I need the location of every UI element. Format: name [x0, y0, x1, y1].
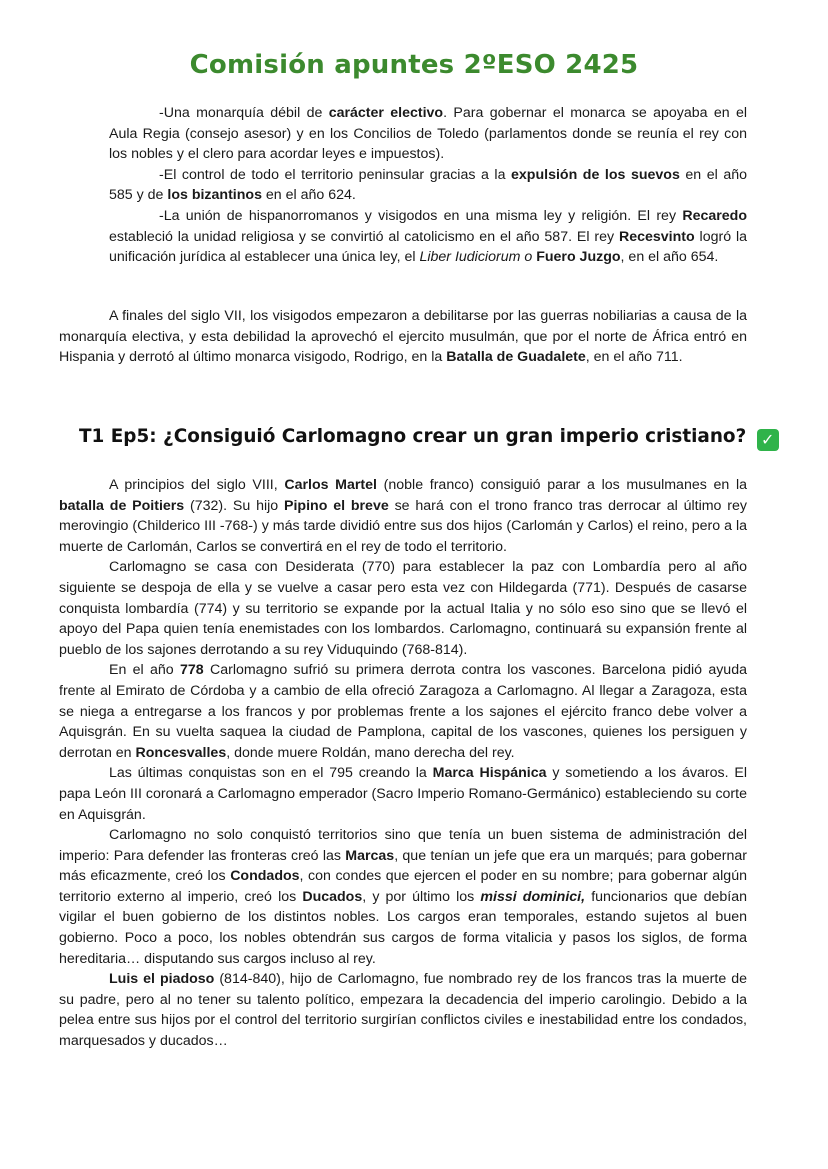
intro-closing-block [59, 306, 747, 368]
intro-paragraph-2: -El control de todo el territorio peninsular gracias a la expulsión de los suevos en el año 585 y de los bizantinos en el año 624. [109, 166, 748, 204]
body-paragraph-2: Carlomagno se casa con Desiderata (770) para establecer la paz con Lombardía pero al año siguiente se despoja de ella y se vuelve a casar pero esta vez con Hildegarda (771). Después de casarse conquista lombardía (774) y su territorio se expande por la actual Italia y no sólo eso sino que se llevó el apoyo del Papa quien tenía enemistades con los lombardos. Carlomagno, continuará su expansión frente al pueblo de los sajones derrotando a su rey Viduquindo (768-814). [59, 559, 747, 658]
check-mark-icon: ✓ [757, 429, 779, 451]
body-paragraph-6: Luis el piadoso (814-840), hijo de Carlomagno, fue nombrado rey de los francos tras la muerte de su padre, pero al no tener su talento político, empezara la decadencia del imperio carolingio. Debido a la pelea entre sus hijos por el control del territorio surgirían conflictos civiles e inestabilidad entre los condados, marquesados y ducados… [59, 971, 747, 1050]
body-paragraph-4: Las últimas conquistas son en el 795 creando la Marca Hispánica y sometiendo a los ávaros. El papa León III coronará a Carlomagno emperador (Sacro Imperio Romano-Germánico) estableciendo su corte en Aquisgrán. [59, 765, 747, 823]
section-body [59, 475, 747, 1052]
intro-paragraph-4: A finales del siglo VII, los visigodos empezaron a debilitarse por las guerras nobiliarias a causa de la monarquía electiva, y esta debilidad la aprovechó el ejercito musulmán, que por el norte de África entró en Hispania y derrotó al último monarca visigodo, Rodrigo, en la Batalla de Guadalete, en el año 711. [59, 308, 747, 366]
intro-text-block [109, 103, 747, 268]
body-paragraph-1: A principios del siglo VIII, Carlos Martel (noble franco) consiguió parar a los musulmanes en la batalla de Poitiers (732). Su hijo Pipino el breve se hará con el trono franco tras derrocar al último rey merovingio (Childerico III -768-) y más tarde dividió entre sus dos hijos (Carlomán y Carlos) el reino, pero a la muerte de Carlomán, Carlos se convertirá en el rey de todo el territorio. [59, 477, 747, 555]
section-heading [79, 426, 779, 451]
body-paragraph-5: Carlomagno no solo conquistó territorios sino que tenía un buen sistema de administración del imperio: Para defender las fronteras creó las Marcas, que tenían un jefe que era un marqués; para gobernar más eficazmente, creó los Condados, con condes que ejercen el poder en su nombre; para gobernar algún territorio externo al imperio, creó los Ducados, y por último los missi dominici, funcionarios que debían vigilar el buen gobierno de los distintos nobles. Los cargos eran temporales, estando sujetos al buen gobierno. Poco a poco, los nobles obtendrán sus cargos de forma vitalicia y pasos los siglos, de forma hereditaria… disputando sus cargos incluso al rey. [59, 827, 748, 967]
intro-paragraph-3: -La unión de hispanorromanos y visigodos en una misma ley y religión. El rey Recaredo estableció la unidad religiosa y se convirtió al catolicismo en el año 587. El rey Recesvinto logró la unificación jurídica al establecer una única ley, el Liber Iudiciorum o Fuero Juzgo, en el año 654. [109, 207, 748, 266]
document-title: Comisión apuntes 2ºESO 2425 [189, 50, 639, 80]
section-heading-text: T1 Ep5: ¿Consiguió Carlomagno crear un gran imperio cristiano? [79, 426, 747, 447]
intro-paragraph-1: -Una monarquía débil de carácter electivo. Para gobernar el monarca se apoyaba en el Aula Regia (consejo asesor) y en los Concilios de Toledo (parlamentos donde se reunía el rey con los nobles y el clero para acordar leyes e impuestos). [109, 105, 748, 163]
body-paragraph-3: En el año 778 Carlomagno sufrió su primera derrota contra los vascones. Barcelona pidió ayuda frente al Emirato de Córdoba y a cambio de ella ofreció Zaragoza a Carlomagno. Al llegar a Zaragoza, esta se niega a entregarse a los francos y por problemas frente a los sajones el ejército franco debe volver a Aquisgrán. En su vuelta saquea la ciudad de Pamplona, capital de los vascones, quienes los persiguen y derrotan en Roncesvalles, donde muere Roldán, mano derecha del rey. [59, 662, 747, 761]
